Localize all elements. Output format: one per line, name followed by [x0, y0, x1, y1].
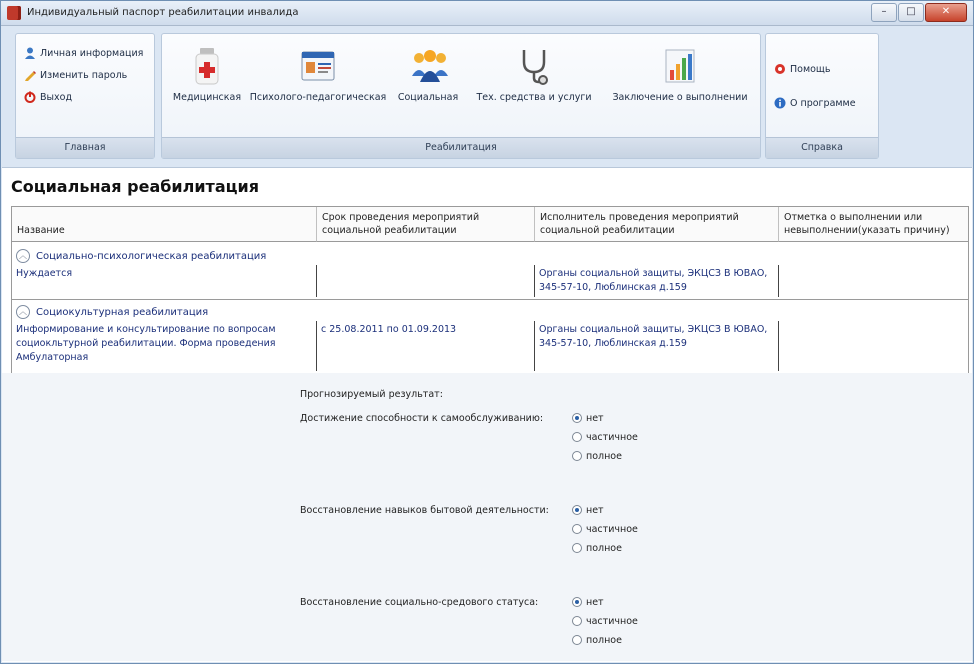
row-executor[interactable]: Органы социальной защиты, ЭКЦСЗ В ЮВАО, 345-57-10, Люблинская д.159 [539, 324, 768, 349]
ribbon-group-help [765, 33, 879, 159]
section-header-sociocultural[interactable] [12, 303, 968, 321]
cell-divider [316, 321, 317, 371]
cell-divider [316, 265, 317, 297]
radio-icon[interactable] [572, 616, 582, 626]
about-label: О программе [790, 97, 856, 109]
radio-selected-icon[interactable] [572, 413, 582, 423]
radio-label: нет [586, 412, 604, 424]
radio-icon[interactable] [572, 635, 582, 645]
section-divider [12, 299, 968, 300]
pencil-icon [24, 69, 36, 81]
info-icon [774, 97, 786, 109]
cell-divider [534, 265, 535, 297]
radio-selected-icon[interactable] [572, 505, 582, 515]
social-button[interactable] [394, 46, 462, 103]
radio-status-partial[interactable] [572, 614, 638, 628]
people-group-icon [410, 46, 446, 86]
psych-pedagogical-label: Психолого-педагогическая [249, 92, 387, 103]
ribbon-group-main-label: Главная [16, 137, 154, 158]
cell-divider [534, 321, 535, 371]
row-name[interactable]: Информирование и консультирование по вопросам социокльтурной реабилитации. Форма проведения Амбулаторная [16, 324, 276, 363]
user-icon [24, 47, 36, 59]
radio-household-full[interactable] [572, 541, 622, 555]
col-header-mark[interactable]: Отметка о выполнении или невыполнении(указать причину) [779, 207, 968, 242]
collapse-icon[interactable]: ︿ [16, 249, 30, 263]
maximize-button[interactable]: □ [898, 3, 924, 22]
ribbon-group-rehab-label: Реабилитация [162, 137, 760, 158]
col-header-period[interactable]: Срок проведения мероприятий социальной реабилитации [317, 207, 535, 242]
title-bar[interactable] [1, 1, 973, 26]
help-button[interactable] [774, 60, 830, 78]
radio-label: нет [586, 596, 604, 608]
radio-label: нет [586, 504, 604, 516]
medicine-bottle-icon [189, 46, 225, 86]
radio-label: полное [586, 542, 622, 554]
question-label-selfcare: Достижение способности к самообслуживанию: [300, 413, 544, 424]
radio-household-none[interactable] [572, 503, 604, 517]
section-header-psych[interactable] [12, 247, 968, 265]
change-password-button[interactable] [24, 66, 127, 84]
radio-household-partial[interactable] [572, 522, 638, 536]
radio-label: полное [586, 634, 622, 646]
help-icon [774, 63, 786, 75]
radio-label: частичное [586, 523, 638, 535]
radio-status-none[interactable] [572, 595, 604, 609]
ribbon-group-rehab [161, 33, 761, 159]
radio-selfcare-full[interactable] [572, 449, 622, 463]
ribbon-group-help-label: Справка [766, 137, 878, 158]
ribbon [9, 31, 965, 161]
bar-chart-icon [662, 46, 698, 86]
row-executor[interactable]: Органы социальной защиты, ЭКЦСЗ В ЮВАО, 345-57-10, Люблинская д.159 [539, 268, 768, 293]
cell-divider [778, 265, 779, 297]
minimize-button[interactable]: – [871, 3, 897, 22]
personal-info-button[interactable] [24, 44, 143, 62]
row-period[interactable]: с 25.08.2011 по 01.09.2013 [321, 324, 457, 335]
radio-selfcare-partial[interactable] [572, 430, 638, 444]
radio-icon[interactable] [572, 524, 582, 534]
medical-label: Медицинская [172, 92, 242, 103]
window-controls [870, 3, 967, 22]
power-icon [24, 91, 36, 103]
radio-selected-icon[interactable] [572, 597, 582, 607]
question-label-social-status: Восстановление социально-средового статуса: [300, 597, 539, 608]
section-title: Социокультурная реабилитация [36, 306, 209, 318]
prognosis-form [2, 373, 972, 661]
tech-means-button[interactable] [474, 46, 594, 103]
personal-info-label: Личная информация [40, 47, 144, 59]
conclusion-label: Заключение о выполнении [612, 92, 748, 103]
conclusion-button[interactable] [610, 46, 750, 103]
about-button[interactable] [774, 94, 856, 112]
page-title: Социальная реабилитация [11, 177, 259, 196]
prognosis-heading: Прогнозируемый результат: [300, 389, 443, 400]
tech-means-label: Тех. средства и услуги [476, 92, 592, 103]
radio-selfcare-none[interactable] [572, 411, 604, 425]
col-header-name[interactable]: Название [12, 207, 317, 242]
change-password-label: Изменить пароль [40, 69, 128, 81]
medical-button[interactable] [170, 46, 244, 103]
radio-label: частичное [586, 431, 638, 443]
psych-pedagogical-button[interactable] [248, 46, 388, 103]
row-name[interactable]: Нуждается [16, 268, 73, 279]
stethoscope-icon [516, 46, 552, 86]
radio-icon[interactable] [572, 543, 582, 553]
close-button[interactable]: ✕ [925, 3, 967, 22]
col-header-executor[interactable]: Исполнитель проведения мероприятий социальной реабилитации [535, 207, 779, 242]
radio-status-full[interactable] [572, 633, 622, 647]
rehab-table [11, 206, 969, 374]
radio-label: частичное [586, 615, 638, 627]
id-card-icon [300, 46, 336, 86]
collapse-icon[interactable]: ︿ [16, 305, 30, 319]
app-icon [7, 6, 21, 20]
question-label-household: Восстановление навыков бытовой деятельности: [300, 505, 549, 516]
exit-label: Выход [40, 91, 73, 103]
window-title: Индивидуальный паспорт реабилитации инвалида [27, 7, 299, 18]
help-label: Помощь [790, 63, 831, 75]
social-label: Социальная [397, 92, 459, 103]
section-title: Социально-психологическая реабилитация [36, 250, 267, 262]
radio-icon[interactable] [572, 451, 582, 461]
exit-button[interactable] [24, 88, 72, 106]
cell-divider [778, 321, 779, 371]
radio-label: полное [586, 450, 622, 462]
ribbon-group-main [15, 33, 155, 159]
radio-icon[interactable] [572, 432, 582, 442]
